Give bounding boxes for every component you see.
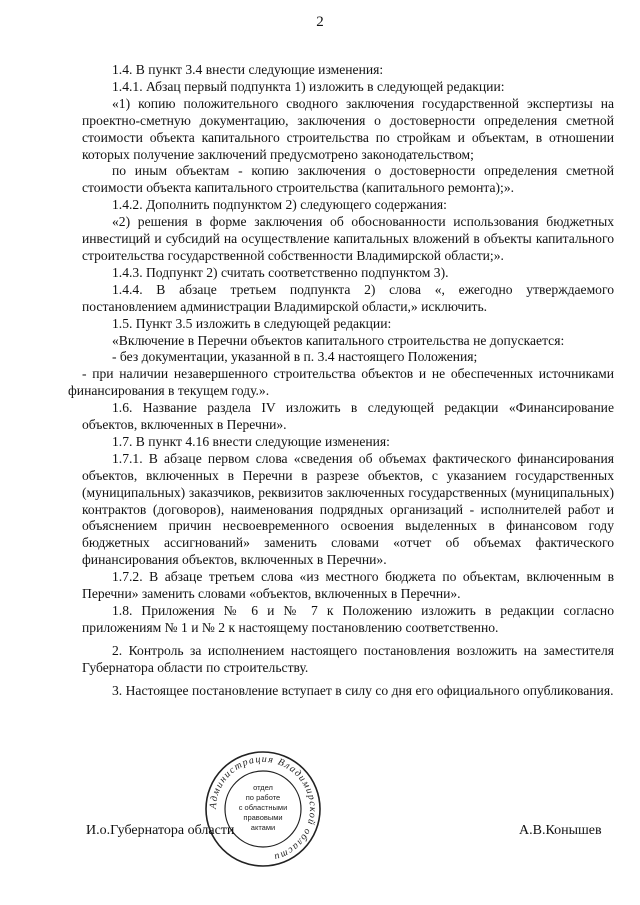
paragraph-1-4-1: 1.4.1. Абзац первый подпункта 1) изложить в следующей редакции: [112, 78, 505, 94]
paragraph-1-4-2: 1.4.2. Дополнить подпунктом 2) следующего содержания: [112, 197, 447, 213]
paragraph-1-5: 1.5. Пункт 3.5 изложить в следующей редакции: [112, 315, 392, 331]
stamp-line-2: по работе [245, 793, 281, 802]
paragraph-unfinished: - при наличии незавершенного строительства объектов и не обеспеченных источниками финансирования в текущем году.». [68, 366, 614, 399]
paragraph-1-4-3: 1.4.3. Подпункт 2) считать соответственно подпунктом 3). [112, 264, 449, 280]
paragraph-1-6: 1.6. Название раздела IV изложить в следующей редакции «Финансирование объектов, включенных в Перечни». [82, 400, 614, 433]
stamp-seal-icon [203, 749, 323, 869]
stamp-outer-text: Администрация Владимирской области [207, 753, 319, 863]
paragraph-other-objects: по иным объектам - копию заключения о достоверности определения сметной стоимости объекта капитального строительства (капитального ремонта);». [82, 163, 614, 196]
paragraph-1-4-4: 1.4.4. В абзаце третьем подпункта 2) слова «, ежегодно утверждаемого постановлением администрации Владимирской области,» исключить. [82, 281, 614, 314]
paragraph-quote-1: «1) копию положительного сводного заключения государственной экспертизы на проектно-сметную документацию, заключения о достоверности определения сметной стоимости объекта капитального строительства по стройкам и объектам, в отношении которых получение заключений предусмотрено законодательством; [82, 95, 614, 162]
signature-position: И.о.Губернатора области [86, 823, 235, 838]
official-stamp [203, 749, 323, 869]
paragraph-3: 3. Настоящее постановление вступает в силу со дня его официального опубликования. [112, 682, 614, 698]
paragraph-1-8: 1.8. Приложения № 6 и № 7 к Положению изложить в редакции согласно приложениям № 1 и № 2 к настоящему постановлению соответственно. [82, 603, 614, 635]
stamp-line-5: актами [250, 823, 276, 832]
stamp-line-3: с областными [238, 803, 288, 812]
paragraph-1-7-1: 1.7.1. В абзаце первом слова «сведения об объемах фактического финансирования объектов, включенных в Перечни в разрезе объектов, с указанием государственных (муниципальных) заказчиков, реквизитов заключенных государственных (муниципальных) контрактов (договоров), наименования подрядных организаций - исполнителей работ и объяснением причин несвоевременного освоения выделенных в финансовом году бюджетных ассигнований» заменить словами «отчет об объемах фактического финансирования объектов, включенных в Перечни». [82, 450, 614, 568]
document-body [68, 62, 614, 700]
paragraph-2: 2. Контроль за исполнением настоящего постановления возложить на заместителя Губернатора области по строительству. [82, 642, 614, 675]
paragraph-without-docs: - без документации, указанной в п. 3.4 настоящего Положения; [112, 349, 478, 365]
paragraph-quote-2: «2) решения в форме заключения об обоснованности использования бюджетных инвестиций и субсидий на осуществление капитальных вложений в объекты капитального строительства государственной собственности Владимирской области;». [82, 214, 614, 263]
paragraph-1-7: 1.7. В пункт 4.16 внести следующие изменения: [112, 433, 390, 449]
paragraph-1-4: 1.4. В пункт 3.4 внести следующие изменения: [112, 62, 384, 77]
signature-name: А.В.Конышев [519, 823, 602, 838]
paragraph-quote-inclusion: «Включение в Перечни объектов капитального строительства не допускается: [112, 332, 565, 348]
page-number: 2 [316, 14, 324, 30]
paragraph-1-7-2: 1.7.2. В абзаце третьем слова «из местного бюджета по объектам, включенным в Перечни» заменить словами «объектов, включенных в Перечни». [82, 569, 614, 602]
stamp-line-4: правовыми [243, 813, 283, 822]
stamp-line-1: отдел [253, 783, 273, 792]
